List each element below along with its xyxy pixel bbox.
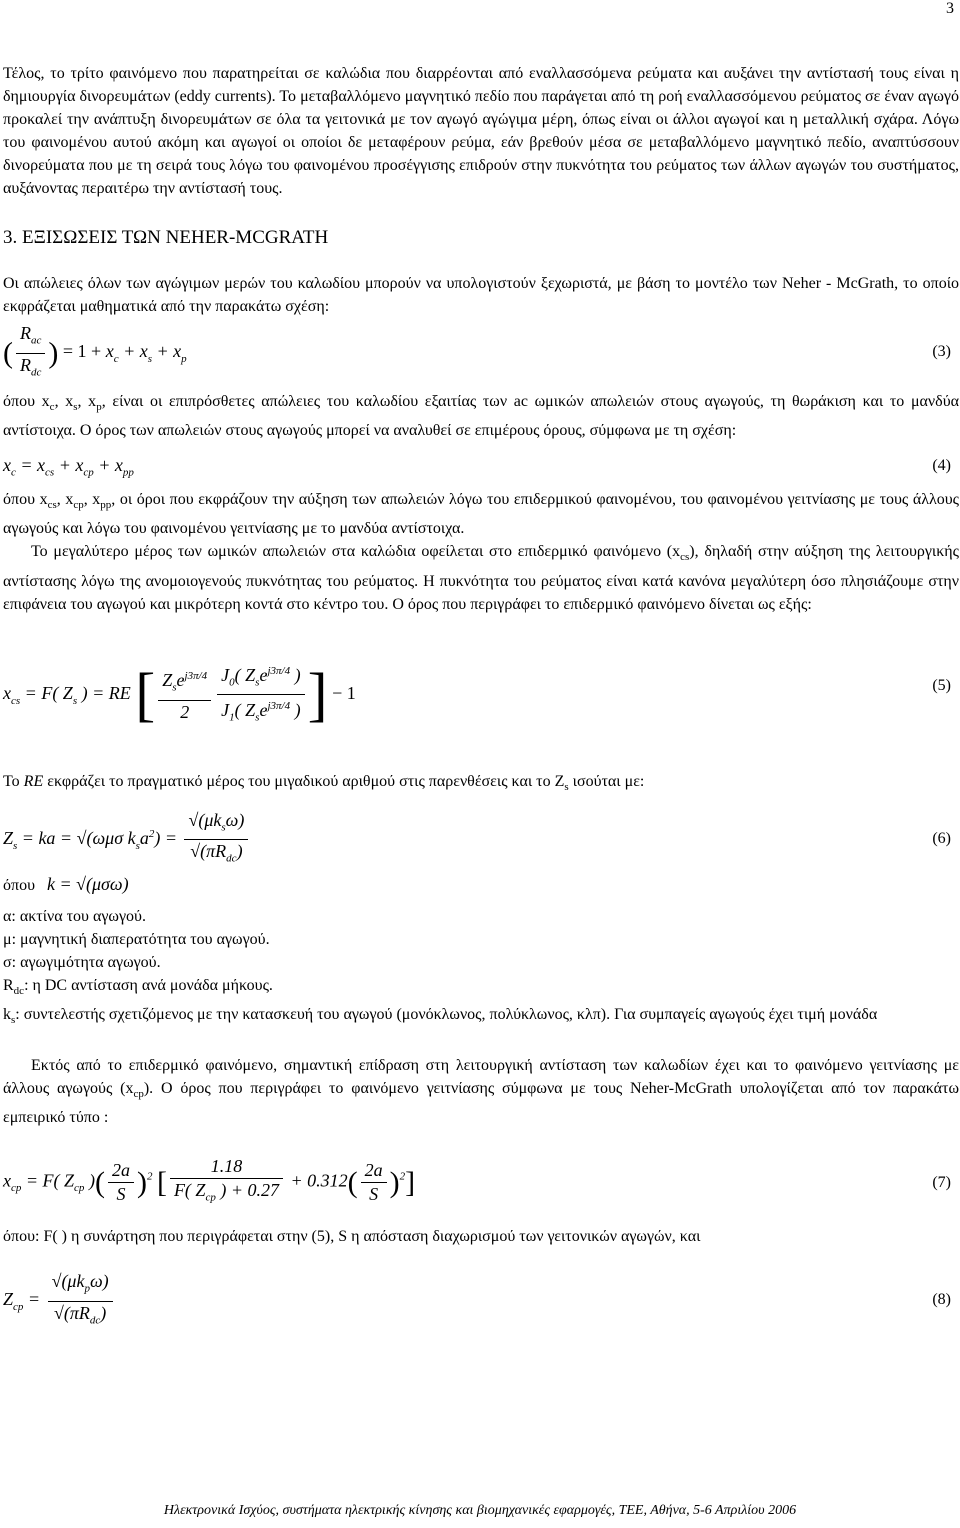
equation-number-3: (3) — [932, 343, 951, 360]
definition-a: α: ακτίνα του αγωγού. — [3, 907, 146, 925]
paragraph-skin-effect: Το μεγαλύτερο μέρος των ωμικών απωλειών στα καλώδια οφείλεται στο επιδερμικό φαινόμενο $(x_{cs})$, δηλαδή στην αύξηση της λειτουργικής αντίστασης λόγω της ανομοιογενούς πυκνότητας του ρεύματος. Η πυκνότητα του ρεύματος είναι κατά κανόνα μεγαλύτερη όσο πλησιάζουμε στην επιφάνεια του αγωγού και μικρότερη κοντά στο κέντρο του. Ο όρος που περιγράφει το επιδερμικό φαινόμενο δίνεται ως εξής: — [3, 543, 960, 613]
page-number: 3 — [946, 0, 954, 17]
paper-body — [3, 62, 959, 1338]
equation-5: $x_{cs} = F$( $Z_s$ ) = RE [ $\frac{Z_se^{j3\pi/4}}{2}$ $\frac{J_0( Z_se^{j3\pi/4} )}{J_1( Z_se^{j3\pi/4} )}$ ] − 1 (5) — [3, 620, 959, 770]
paragraph-losses-definition: όπου $x_c$, $x_s$, $x_p$, είναι οι επιπρόσθετες απώλειες του καλωδίου εξαιτίας των ac ωμικών απωλειών στους αγωγούς, τη θωράκιση και το μανδύα αντίστοιχα. Ο όρος των απωλειών στους αγωγούς μπορεί να αναλυθεί σε επιμέρους όρους, σύμφωνα με τη σχέση: — [3, 393, 960, 440]
definition-sigma: σ: αγωγιμότητα αγωγού. — [3, 953, 161, 971]
paragraph-neher-mcgrath-intro: Οι απώλειες όλων των αγώγιμων μερών του καλωδίου μπορούν να υπολογιστούν ξεχωριστά, με βάση το μοντέλο των Neher - McGrath, το οποίο εκφράζεται μαθηματικά από την παρακάτω σχέση: — [3, 275, 959, 315]
equation-8: $Z_{cp}$ = $\frac{√(\mu k_p\omega)}{√(\pi R_{dc})}$ (8) — [3, 1268, 959, 1338]
equation-number-6: (6) — [932, 829, 951, 847]
paragraph-f-definition: όπου: F( ) η συνάρτηση που περιγράφεται στην (5), S η απόσταση διαχωρισμού των γειτονικών αγωγών, και — [3, 1228, 701, 1246]
paragraph-proximity-effect: Εκτός από το επιδερμικό φαινόμενο, σημαντική επίδραση στη λειτουργική αντίσταση των καλωδίων έχει και το φαινόμενο γειτνίασης με άλλους αγωγούς $(x_{cp})$. Ο όρος που περιγράφει το φαινόμενο γειτνίασης σύμφωνα με τους Neher-McGrath υπολογίζεται από τον παρακάτω εμπειρικό τύπο : — [3, 1057, 959, 1127]
definition-rdc: $R_{dc}$: η DC αντίσταση ανά μονάδα μήκους. — [3, 976, 273, 997]
paragraph-re-definition: Το RE εκφράζει το πραγματικό μέρος του μιγαδικού αριθμού στις παρενθέσεις και το $Z_s$ ισούται με: — [3, 772, 645, 793]
paragraph-loss-terms: όπου $x_{cs}$, $x_{cp}$, $x_{pp}$, οι όροι που εκφράζουν την αύξηση των απωλειών λόγω του επιδερμικού φαινομένου, του φαινομένου γειτνίασης με τους άλλους αγωγούς και λόγω του φαινομένου γειτνίασης με το μανδύα αντίστοιχα. — [3, 491, 960, 538]
equation-4: $x_c = x_{cs} + x_{cp} + x_{pp}$ (4) — [3, 455, 951, 479]
equation-6: $Z_s$ = ka = √(ωμσ $k_sa^2$) = $\frac{√(\mu k_s\omega)}{√(\pi R_{dc})}$ (6) — [3, 805, 959, 869]
paragraph-eddy-currents: Τέλος, το τρίτο φαινόμενο που παρατηρείται σε καλώδια που διαρρέονται από εναλλασσόμενα ρεύματα και αυξάνει την αντίστασή τους είναι η δημιουργία δινορευμάτων (eddy currents). Το μεταβαλλόμενο μαγνητικό πεδίο που παράγεται από τη ροή εναλλασσόμενου ρεύματος σε έναν αγωγό προκαλεί την ανάπτυξη δινορευμάτων σε όλα τα γειτονικά με τον αγωγό αγώγιμα μέρη, όπως είναι οι άλλοι αγωγοί και η μεταλλική σχάρα. Λόγω του φαινομένου αυτού ακόμη και αγωγοί οι οποίοι δε μεταφέρουν ρεύμα, εάν βρεθούν μέσα σε μεταβαλλόμενο μαγνητικό πεδίο, αναπτύσσουν δινορεύματα που με τη σειρά τους λόγω του φαινομένου προσέγγισης επιδρούν στην πυκνότητα του ρεύματος των άλλων αγωγών του συστήματος, αυξάνοντας περαιτέρω την αντίστασή τους. — [3, 65, 959, 197]
section-heading: 3. ΕΞΙΣΩΣΕΙΣ ΤΩΝ NEHER-MCGRATH — [3, 227, 329, 248]
page-footer: Ηλεκτρονικά Ισχύος, συστήματα ηλεκτρικής κίνησης και βιομηχανικές εφαρμογές, ΤΕΕ, Αθήνα, 5-6 Απριλίου 2006 — [163, 1503, 797, 1518]
equation-3: ( $\frac{R_{ac}}{R_{dc}}$ ) = $1 + x_c + x_s + x_p$ (3) — [3, 322, 959, 382]
equation-7: $x_{cp} = F$( $Z_{cp}$ )( $\frac{2a}{S}$ )$^2$ [ $\frac{1.18}{F( Z_{cp} ) + 0.27}$ + 0.312( $\frac{2a}{S}$ )$^2$] (7) — [3, 1151, 959, 1225]
definition-mu: μ: μαγνητική διαπερατότητα του αγωγού. — [3, 930, 270, 948]
equation-number-8: (8) — [932, 1291, 951, 1309]
equation-number-4: (4) — [932, 457, 951, 475]
equation-number-7: (7) — [932, 1174, 951, 1192]
equation-number-5: (5) — [932, 676, 951, 694]
paragraph-k-definition: όπου k = √(μσω) — [3, 873, 129, 894]
definition-ks: $k_s$: συντελεστής σχετιζόμενος με την κατασκευή του αγωγού (μονόκλωνος, πολύκλωνος, κλπ). Για συμπαγείς αγωγούς έχει τιμή μονάδα — [3, 1005, 878, 1027]
